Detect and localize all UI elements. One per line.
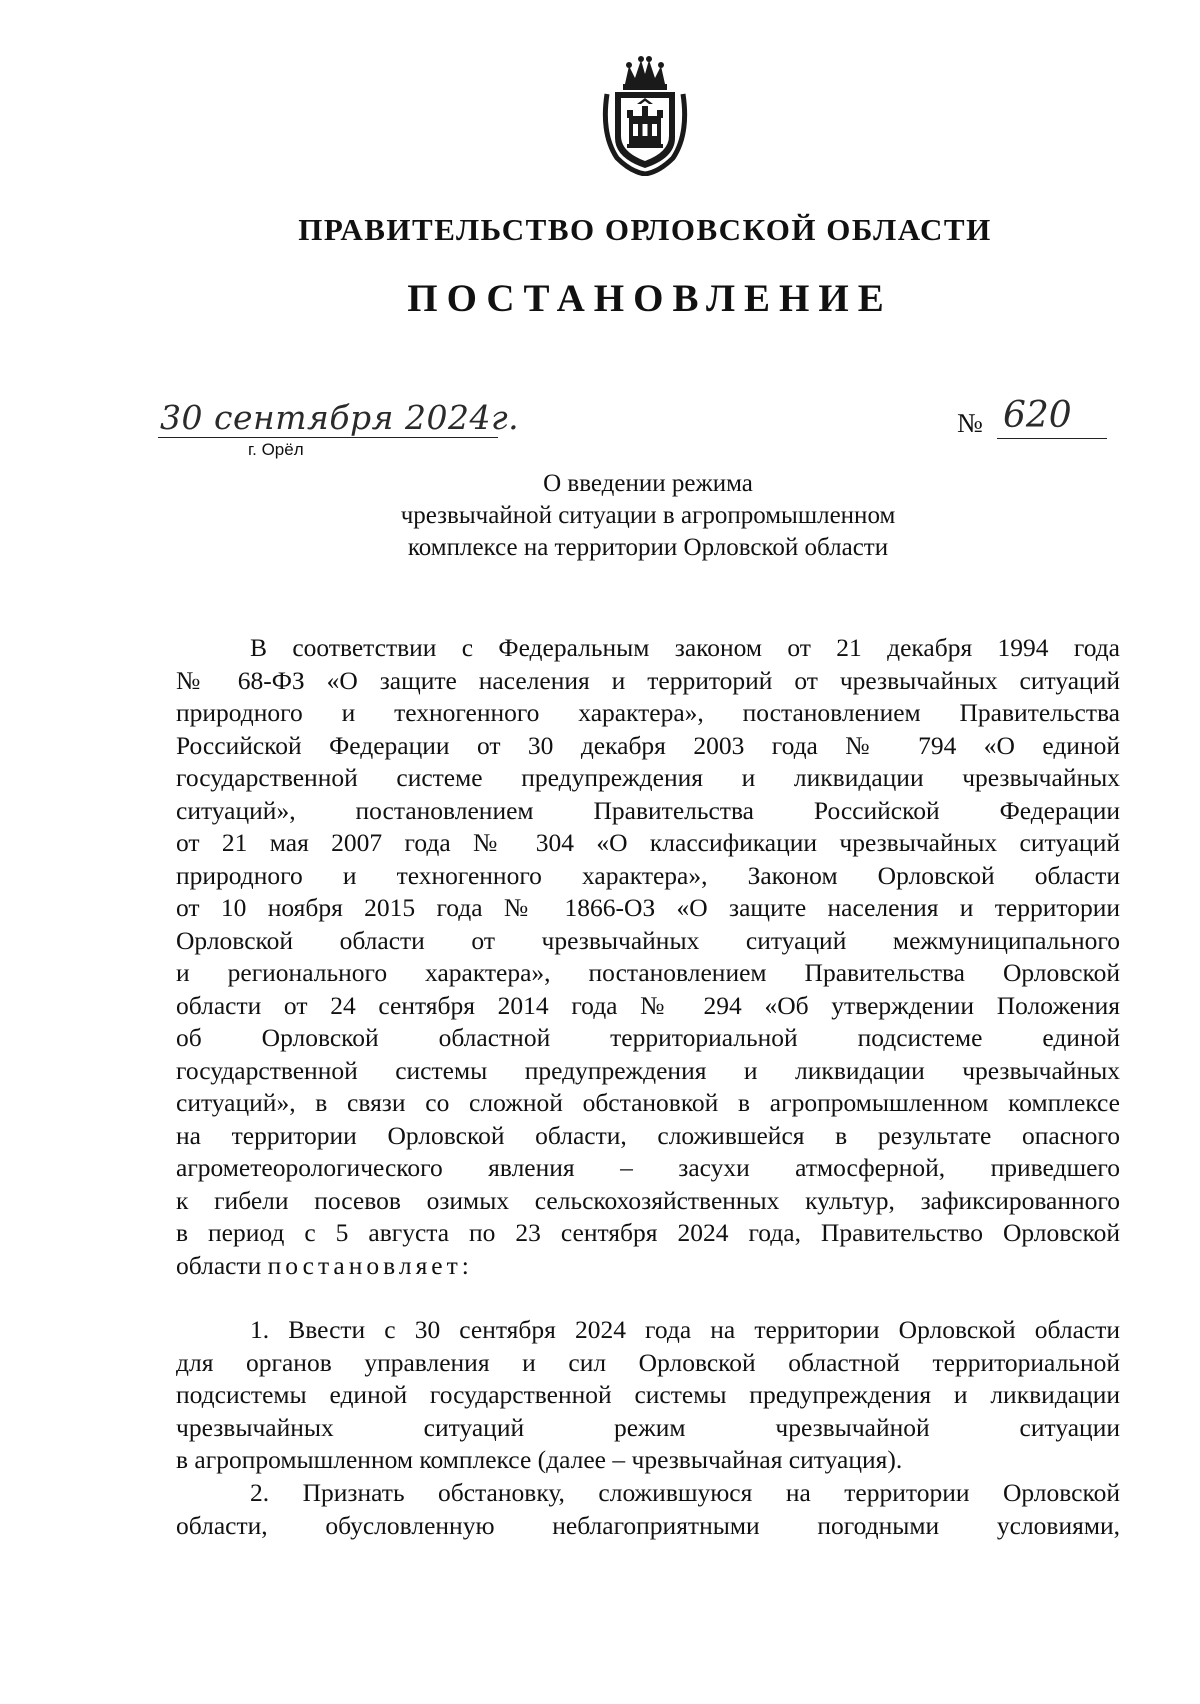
text-line: в агропромышленном комплексе (далее – чрезвычайная ситуация). <box>176 1445 903 1474</box>
text-line: для органов управления и сил Орловской областной территориальной <box>176 1347 1120 1377</box>
organization-title: ПРАВИТЕЛЬСТВО ОРЛОВСКОЙ ОБЛАСТИ <box>298 212 992 247</box>
text-fragment: области <box>176 1250 268 1280</box>
number-sign: № <box>957 408 983 438</box>
text-line: подсистемы единой государственной системы предупреждения и ликвидации <box>176 1380 1120 1409</box>
text-line: государственной системе предупреждения и ликвидации чрезвычайных <box>176 763 1120 792</box>
document-subject <box>0 468 1200 564</box>
city-label: г. Орёл <box>248 440 304 459</box>
text-line: природного и техногенного характера», Законом Орловской области <box>176 860 1120 890</box>
text-line: 1. Ввести с 30 сентября 2024 года на территории Орловской области <box>250 1315 1120 1344</box>
text-line: об Орловской областной территориальной подсистеме единой <box>176 1023 1120 1052</box>
coat-of-arms-emblem <box>597 54 693 176</box>
text-line: № 68-ФЗ «О защите населения и территорий от чрезвычайных ситуаций <box>176 665 1120 695</box>
subject-line: комплексе на территории Орловской области <box>407 534 889 561</box>
text-line: государственной системы предупреждения и ликвидации чрезвычайных <box>176 1055 1120 1085</box>
clause-2-paragraph <box>176 1477 1120 1542</box>
text-line: 2. Признать обстановку, сложившуюся на территории Орловской <box>250 1478 1120 1507</box>
handwritten-document-number: 620 <box>1003 395 1072 436</box>
resolves-word: постановляет: <box>267 1250 473 1280</box>
preamble-paragraph <box>176 632 1120 1282</box>
document-type-heading: ПОСТАНОВЛЕНИЕ <box>407 277 893 320</box>
text-line: от 21 мая 2007 года № 304 «О классификации чрезвычайных ситуаций <box>176 828 1120 857</box>
text-line: к гибели посевов озимых сельскохозяйственных культур, зафиксированного <box>176 1185 1120 1215</box>
text-line: в период с 5 августа по 23 сентября 2024 года, Правительство Орловской <box>176 1218 1120 1247</box>
text-line: В соответствии с Федеральным законом от 21 декабря 1994 года <box>250 633 1120 662</box>
text-line <box>176 1250 1120 1283</box>
text-line: ситуаций», в связи со сложной обстановкой в агропромышленном комплексе <box>176 1088 1120 1117</box>
text-line: от 10 ноября 2015 года № 1866-ОЗ «О защите населения и территории <box>176 893 1120 922</box>
text-line: на территории Орловской области, сложившейся в результате опасного <box>176 1120 1120 1150</box>
text-line: ситуаций», постановлением Правительства Российской Федерации <box>176 795 1120 825</box>
text-line: и регионального характера», постановлением Правительства Орловской <box>176 958 1120 987</box>
text-line: области от 24 сентября 2014 года № 294 «Об утверждении Положения <box>176 990 1120 1020</box>
text-line: природного и техногенного характера», постановлением Правительства <box>176 698 1120 727</box>
subject-line: чрезвычайной ситуации в агропромышленном <box>400 502 896 529</box>
number-underline <box>997 438 1107 439</box>
text-line: чрезвычайных ситуаций режим чрезвычайной ситуации <box>176 1412 1120 1442</box>
date-underline <box>158 437 498 438</box>
subject-line: О введении режима <box>543 470 753 497</box>
handwritten-date: 30 сентября 2024г. <box>160 398 520 437</box>
text-line: области, обусловленную неблагоприятными погодными условиями, <box>176 1510 1120 1540</box>
text-line: Российской Федерации от 30 декабря 2003 года № 794 «О единой <box>176 730 1120 760</box>
clause-1-paragraph <box>176 1314 1120 1477</box>
text-line: агрометеорологического явления – засухи атмосферной, приведшего <box>176 1153 1120 1182</box>
text-line: Орловской области от чрезвычайных ситуаций межмуниципального <box>176 925 1120 955</box>
